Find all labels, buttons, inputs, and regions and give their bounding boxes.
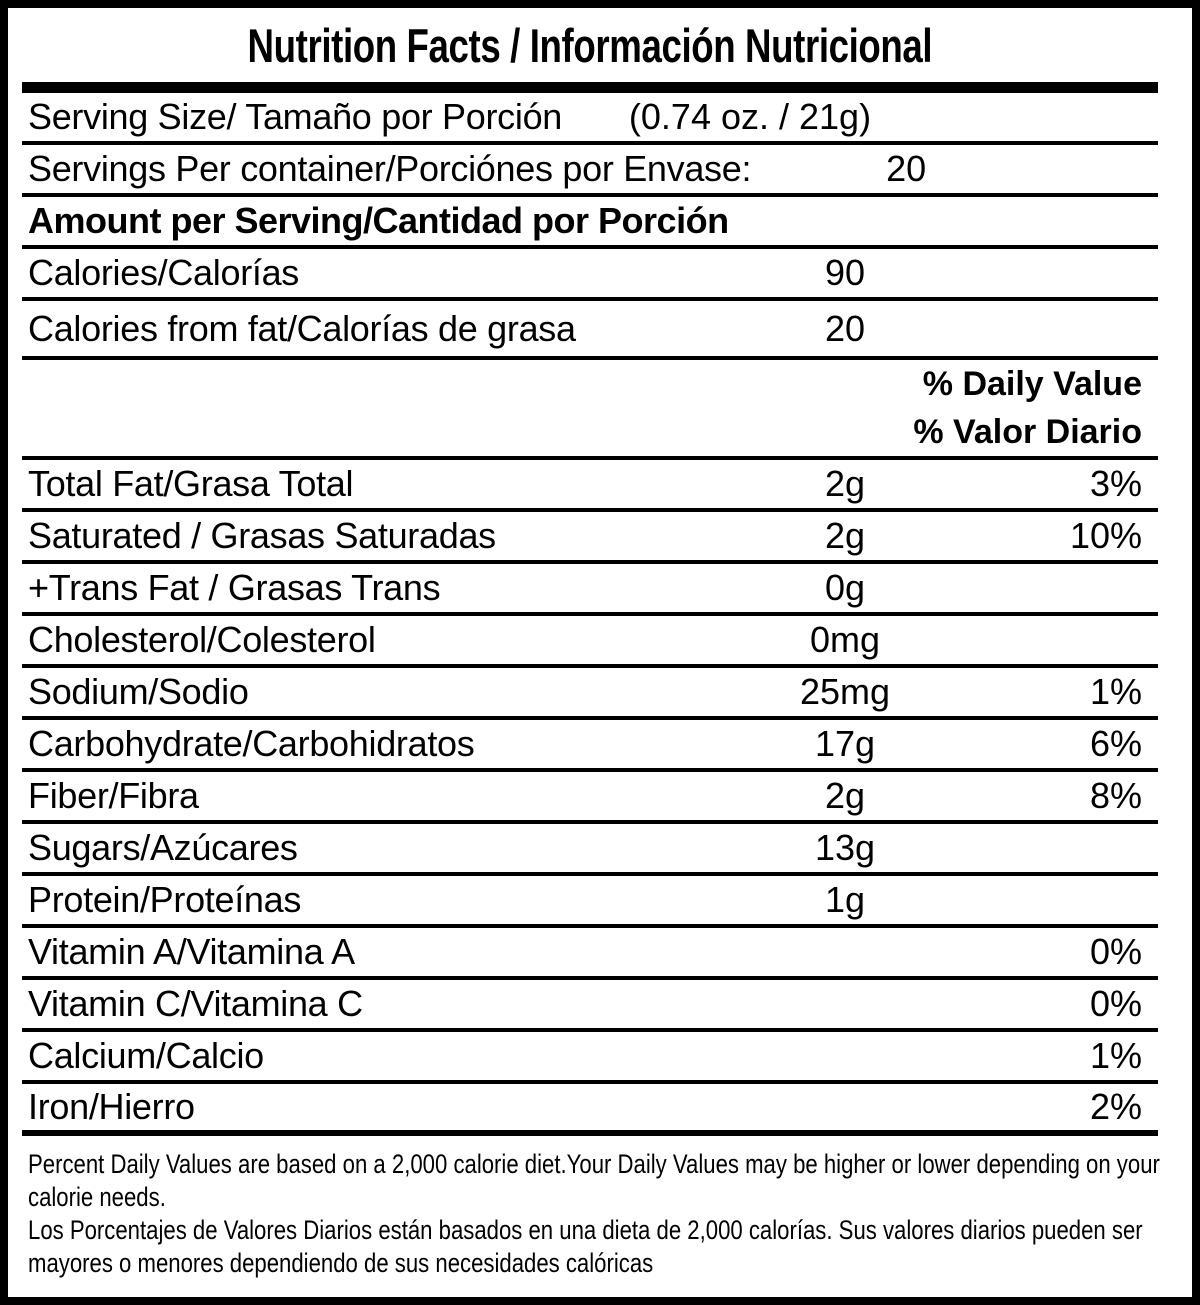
row-protein [22,876,1158,928]
footnote-line-es-1: Los Porcentajes de Valores Diarios están basados en una dieta de 2,000 calorías. Sus valores diarios pueden ser [28,1215,1143,1245]
carbohydrate-value: 17g [814,723,876,764]
fiber-value: 2g [824,775,866,816]
row-trans-fat [22,564,1158,616]
row-calories-from-fat [22,301,1158,360]
iron-label: Iron/Hierro [28,1086,195,1127]
saturated-fat-label: Saturated / Grasas Saturadas [28,515,496,556]
row-cholesterol [22,616,1158,668]
vitamin-a-label: Vitamin A/Vitamina A [28,931,355,972]
calcium-label: Calcium/Calcio [28,1035,264,1076]
row-iron [22,1084,1158,1136]
row-saturated-fat [22,512,1158,564]
row-fiber [22,772,1158,824]
row-total-fat [22,460,1158,512]
row-vitamin-a [22,928,1158,980]
saturated-fat-value: 2g [824,515,866,556]
calcium-percent: 1% [1089,1035,1142,1076]
serving-size-label: Serving Size/ Tamaño por Porción [28,96,563,137]
total-fat-percent: 3% [1089,463,1142,504]
fiber-label: Fiber/Fibra [28,775,199,816]
carbohydrate-percent: 6% [1089,723,1142,764]
label-title: Nutrition Facts / Información Nutricional [247,18,933,72]
trans-fat-value: 0g [824,567,866,608]
vitamin-c-percent: 0% [1089,983,1142,1024]
trans-fat-label: +Trans Fat / Grasas Trans [28,567,441,608]
label-title-block [22,8,1158,82]
row-vitamin-c [22,980,1158,1032]
vitamin-a-percent: 0% [1089,931,1142,972]
sodium-value: 25mg [799,671,891,712]
footnote-line-en-2: calorie needs. [28,1182,166,1212]
fiber-percent: 8% [1089,775,1142,816]
cholesterol-value: 0mg [809,619,881,660]
protein-label: Protein/Proteínas [28,879,302,920]
calories-from-fat-value: 20 [824,307,866,349]
amount-per-serving-heading: Amount per Serving/Cantidad por Porción [28,200,729,241]
row-carbohydrate [22,720,1158,772]
calories-label: Calories/Calorías [28,252,299,293]
carbohydrate-label: Carbohydrate/Carbohidratos [28,723,475,764]
footnote-line-es-2: mayores o menores dependiendo de sus necesidades calóricas [28,1248,654,1278]
sugars-value: 13g [814,827,876,868]
daily-value-header-en: % Daily Value [922,365,1142,403]
calories-value: 90 [824,252,866,293]
row-sugars [22,824,1158,876]
footnote-line-en-1: Percent Daily Values are based on a 2,000 calorie diet.Your Daily Values may be higher or lower depending on your [28,1149,1160,1179]
label-content [22,8,1158,1280]
protein-value: 1g [824,879,866,920]
cholesterol-label: Cholesterol/Colesterol [28,619,376,660]
row-servings-per-container [22,145,1158,197]
sugars-label: Sugars/Azúcares [28,827,298,868]
row-calcium [22,1032,1158,1084]
total-fat-value: 2g [824,463,866,504]
servings-per-container-label: Servings Per container/Porciónes por Envase: [28,148,752,189]
daily-value-header-es: % Valor Diario [913,413,1142,451]
saturated-fat-percent: 10% [1069,515,1142,556]
row-sodium [22,668,1158,720]
daily-value-header [22,360,1158,460]
title-divider-bar [22,82,1158,93]
vitamin-c-label: Vitamin C/Vitamina C [28,983,363,1024]
row-calories [22,249,1158,301]
iron-percent: 2% [1089,1086,1142,1127]
row-serving-size [22,93,1158,145]
sodium-label: Sodium/Sodio [28,671,249,712]
servings-per-container-value: 20 [886,148,927,189]
total-fat-label: Total Fat/Grasa Total [28,463,354,504]
calories-from-fat-label: Calories from fat/Calorías de grasa [28,307,576,349]
serving-size-value: (0.74 oz. / 21g) [628,96,872,137]
daily-value-footnote [22,1136,1158,1280]
row-amount-per-serving-header [22,197,1158,249]
sodium-percent: 1% [1089,671,1142,712]
